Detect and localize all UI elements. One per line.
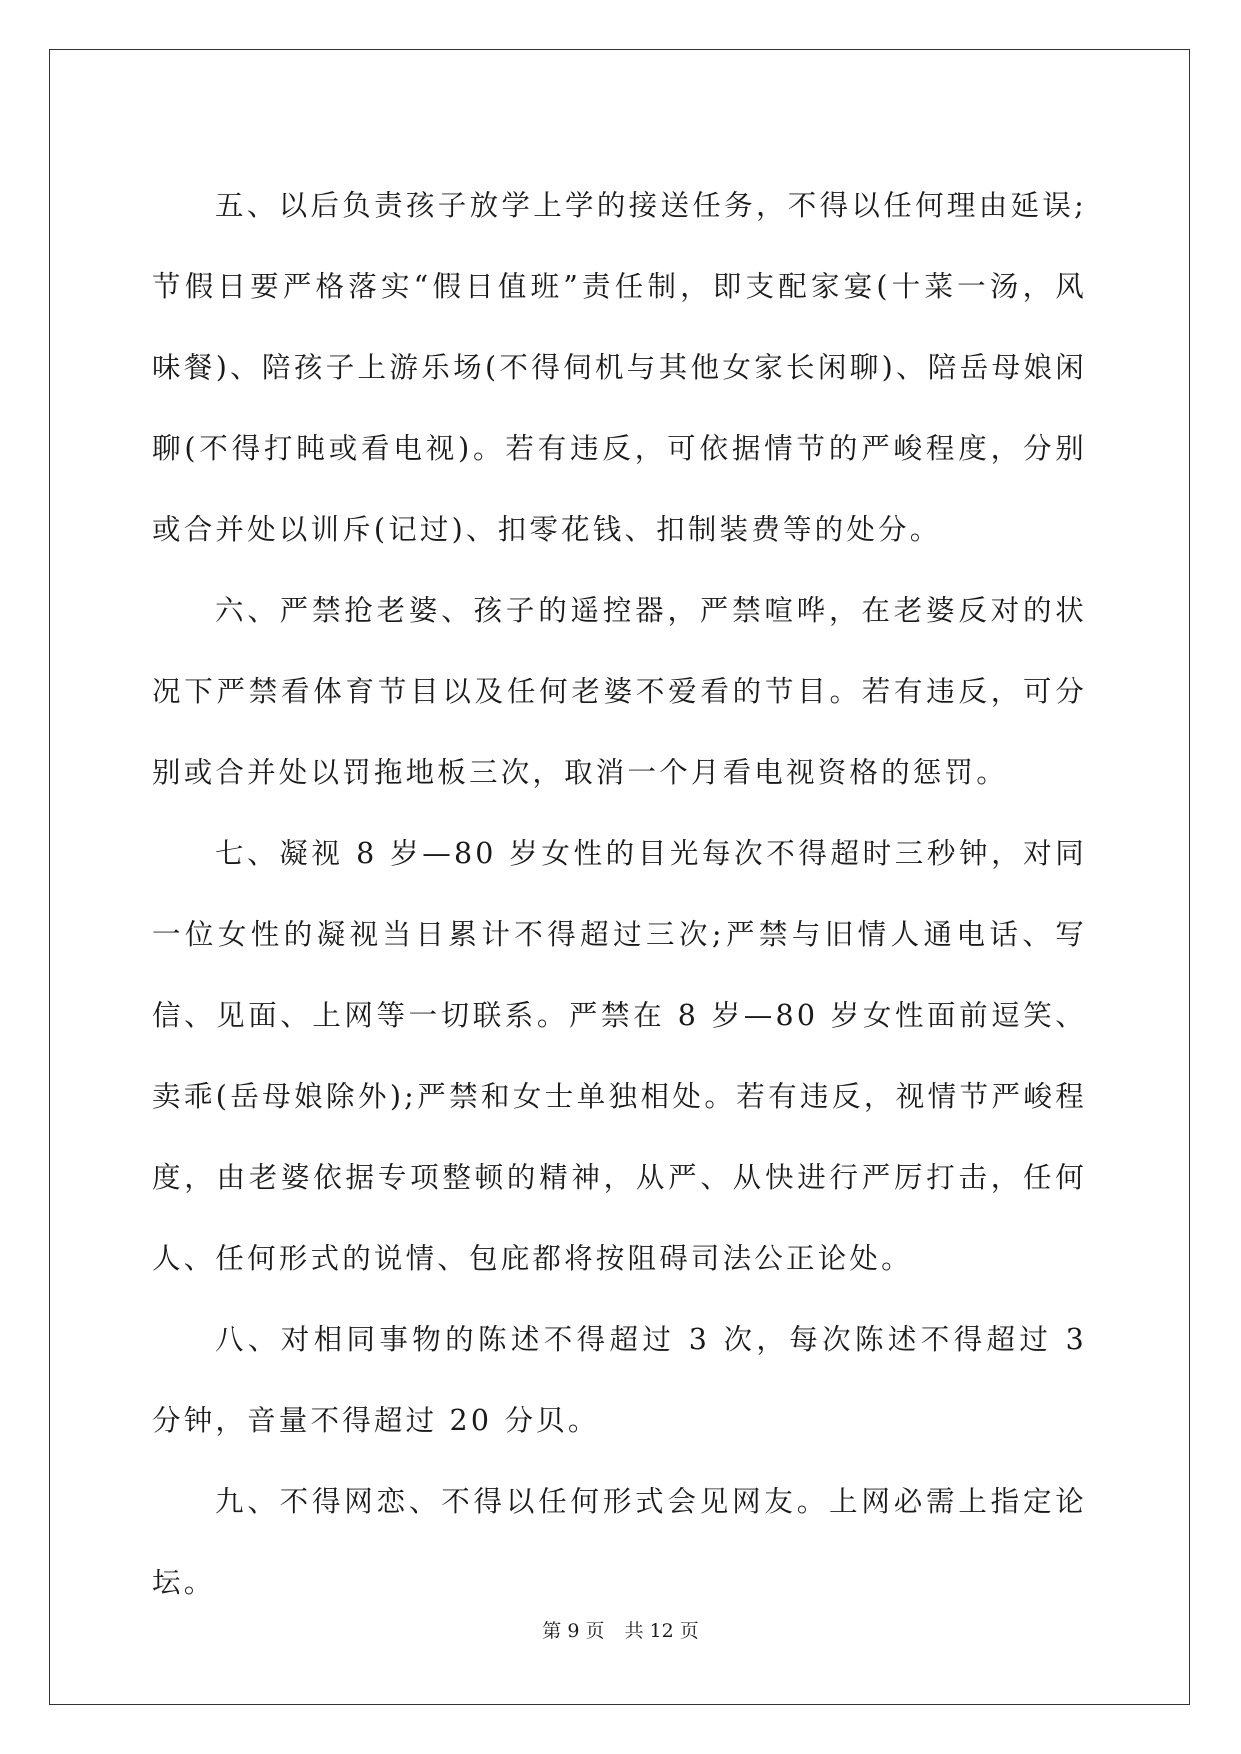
page-footer (0, 1616, 1241, 1643)
page-total: 共 12 页 (624, 1620, 699, 1642)
paragraph-8: 八、对相同事物的陈述不得超过 3 次，每次陈述不得超过 3 分钟，音量不得超过 20 分贝。 (152, 1323, 1087, 1437)
paragraph-7: 七、凝视 8 岁—80 岁女性的目光每次不得超时三秒钟，对同一位女性的凝视当日累计不得超过三次;严禁与旧情人通电话、写信、见面、上网等一切联系。严禁在 8 岁—80 岁女性面前逗笑、卖乖(岳母娘除外);严禁和女士单独相处。若有违反，视情节严峻程度，由老婆依据专项整顿的精神，从严、从快进行严厉打击，任何人、任何形式的说情、包庇都将按阻碍司法公正论处。 (152, 837, 1087, 1275)
page-number: 第 9 页 (542, 1620, 605, 1642)
document-body (152, 165, 1087, 1623)
paragraph-9: 九、不得网恋、不得以任何形式会见网友。上网必需上指定论坛。 (152, 1485, 1087, 1599)
paragraph-5: 五、以后负责孩子放学上学的接送任务，不得以任何理由延误;节假日要严格落实“假日值班”责任制，即支配家宴(十菜一汤，风味餐)、陪孩子上游乐场(不得伺机与其他女家长闲聊)、陪岳母娘闲聊(不得打盹或看电视)。若有违反，可依据情节的严峻程度，分别或合并处以训斥(记过)、扣零花钱、扣制装费等的处分。 (152, 189, 1087, 546)
paragraph-6: 六、严禁抢老婆、孩子的遥控器，严禁喧哗，在老婆反对的状况下严禁看体育节目以及任何老婆不爱看的节目。若有违反，可分别或合并处以罚拖地板三次，取消一个月看电视资格的惩罚。 (152, 594, 1087, 789)
